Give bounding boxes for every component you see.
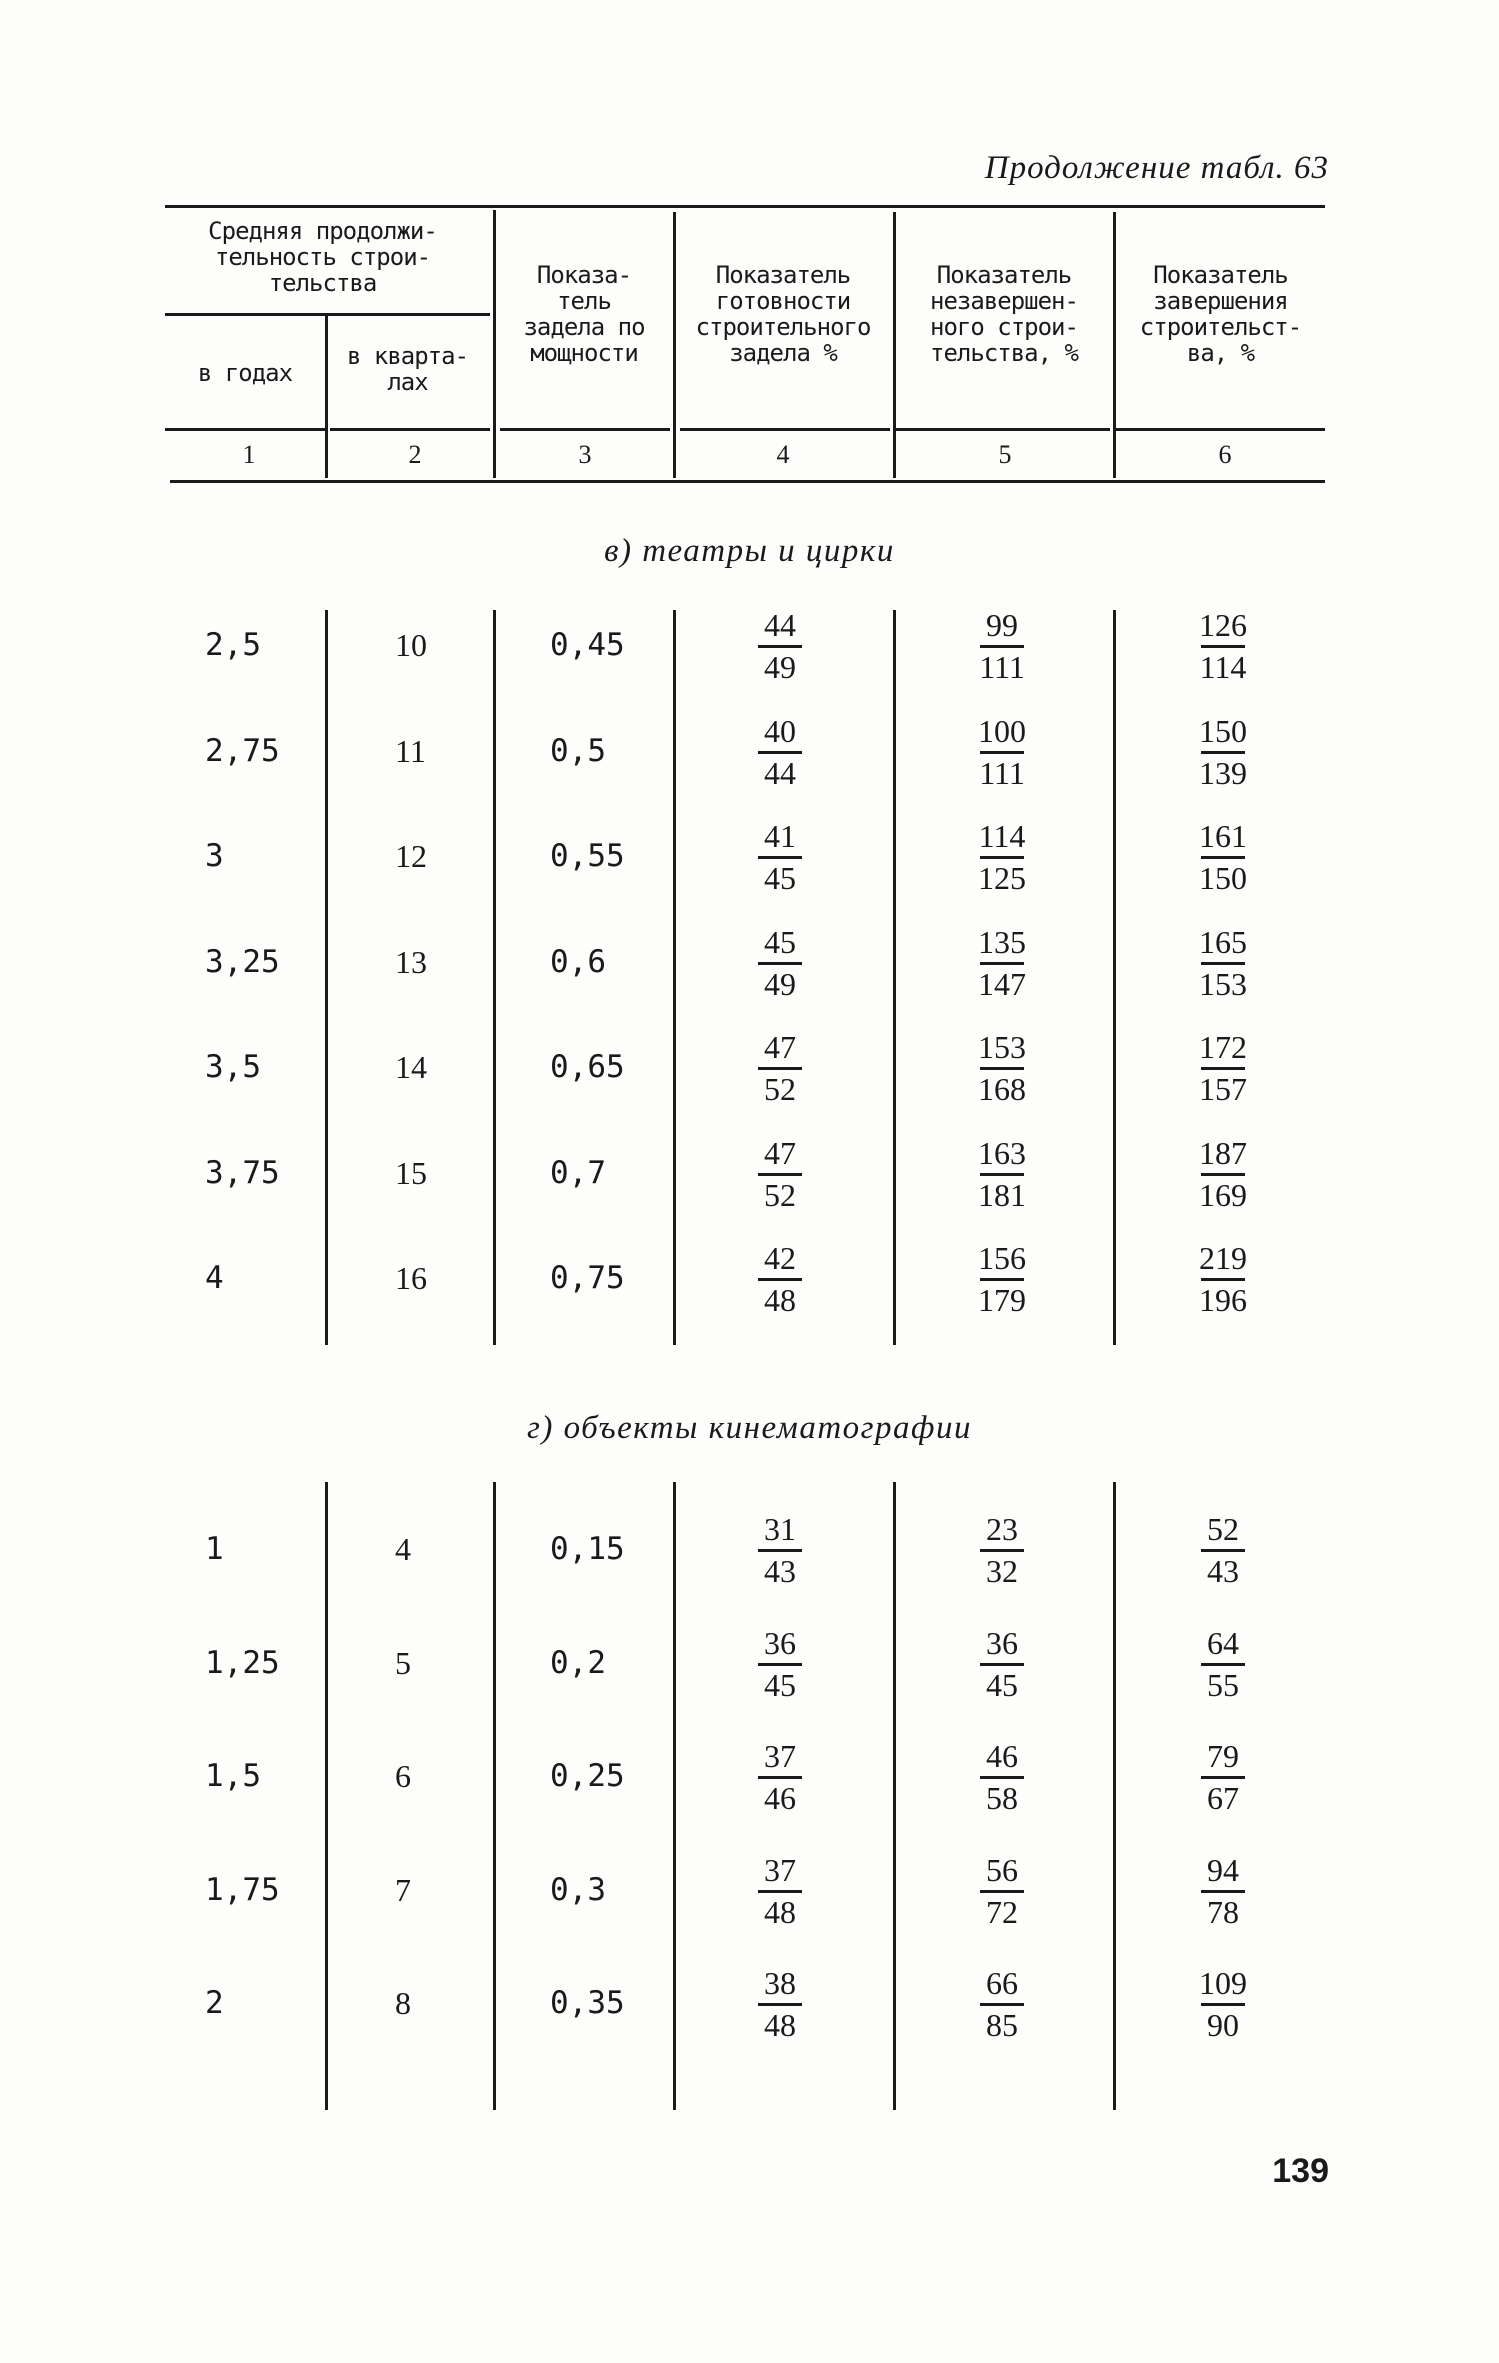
header-col-completion: Показатель завершения строительст- ва, %	[1139, 261, 1302, 367]
fraction-numerator: 47	[764, 1029, 796, 1065]
fraction-bar	[758, 1890, 802, 1893]
column-divider	[493, 610, 496, 1345]
fraction-denominator: 43	[1207, 1553, 1239, 1589]
fraction-numerator: 114	[978, 818, 1026, 854]
fraction-c5	[942, 1626, 1062, 1702]
fraction-numerator: 37	[764, 1738, 796, 1774]
fraction-c4	[720, 1853, 840, 1929]
cell-quarters: 6	[395, 1758, 411, 1794]
fraction-numerator: 109	[1199, 1965, 1247, 2001]
fraction-numerator: 46	[986, 1738, 1018, 1774]
fraction-numerator: 23	[986, 1511, 1018, 1547]
fraction-denominator: 72	[986, 1893, 1018, 1930]
fraction-denominator: 32	[986, 1553, 1018, 1589]
fraction-denominator: 67	[1207, 1780, 1239, 1816]
fraction-denominator: 46	[764, 1780, 796, 1816]
fraction-numerator: 52	[1207, 1511, 1239, 1547]
cell-quarters: 10	[395, 627, 427, 663]
header-bottom-rule	[1115, 428, 1325, 431]
fraction-bar	[758, 751, 802, 754]
fraction-c5	[942, 925, 1062, 1001]
fraction-c5	[942, 1030, 1062, 1106]
fraction-bar	[980, 856, 1024, 859]
fraction-numerator: 44	[764, 607, 796, 643]
header-col-years: в годах	[197, 359, 293, 387]
cell-reserve: 0,5	[550, 732, 606, 769]
cell-reserve: 0,3	[550, 1871, 606, 1908]
fraction-bar	[1201, 1663, 1245, 1666]
cell-reserve: 0,2	[550, 1644, 606, 1681]
fraction-c6	[1163, 1739, 1283, 1815]
fraction-bar	[1201, 856, 1245, 859]
fraction-denominator: 58	[986, 1780, 1018, 1816]
fraction-numerator: 64	[1207, 1624, 1239, 1661]
fraction-denominator: 52	[764, 1071, 796, 1107]
fraction-numerator: 45	[764, 923, 796, 960]
number-divider	[493, 430, 496, 478]
fraction-bar	[980, 2003, 1024, 2006]
cell-reserve: 0,45	[550, 627, 625, 663]
fraction-c5	[942, 1241, 1062, 1317]
fraction-numerator: 187	[1199, 1134, 1247, 1171]
fraction-bar	[1201, 1549, 1245, 1552]
fraction-numerator: 219	[1199, 1240, 1247, 1276]
cell-years: 1,75	[205, 1871, 280, 1908]
fraction-bar	[980, 1173, 1024, 1176]
fraction-numerator: 161	[1199, 818, 1247, 854]
fraction-c4	[720, 714, 840, 790]
fraction-c6	[1163, 1512, 1283, 1588]
cell-reserve: 0,6	[550, 943, 606, 980]
header-col-quarters: в кварта- лах	[346, 342, 469, 396]
fraction-bar	[758, 645, 802, 648]
fraction-denominator: 48	[764, 1282, 796, 1318]
fraction-c4	[720, 1966, 840, 2042]
fraction-denominator: 169	[1199, 1176, 1247, 1213]
column-number: 2	[408, 440, 422, 469]
cell-years: 1,5	[205, 1758, 261, 1794]
fraction-denominator: 43	[764, 1553, 796, 1589]
fraction-numerator: 135	[978, 923, 1026, 960]
cell-reserve: 0,65	[550, 1049, 625, 1085]
fraction-c5	[942, 1739, 1062, 1815]
fraction-bar	[1201, 1278, 1245, 1281]
cell-years: 3	[205, 838, 224, 874]
fraction-numerator: 172	[1199, 1029, 1247, 1065]
cell-reserve: 0,15	[550, 1531, 625, 1567]
fraction-c4	[720, 1739, 840, 1815]
fraction-c6	[1163, 1966, 1283, 2042]
fraction-c4	[720, 1512, 840, 1588]
header-bottom-rule	[680, 428, 890, 431]
fraction-bar	[758, 1776, 802, 1779]
fraction-bar	[980, 1278, 1024, 1281]
header-bottom-rule	[500, 428, 670, 431]
fraction-numerator: 56	[986, 1851, 1018, 1888]
fraction-numerator: 40	[764, 712, 796, 749]
fraction-denominator: 55	[1207, 1666, 1239, 1703]
page-number: 139	[1272, 2152, 1329, 2190]
fraction-bar	[980, 751, 1024, 754]
fraction-denominator: 139	[1199, 754, 1247, 791]
fraction-denominator: 44	[764, 754, 796, 791]
cell-quarters: 12	[395, 838, 427, 874]
column-divider	[893, 1482, 896, 2110]
number-divider	[325, 430, 328, 478]
fraction-numerator: 38	[764, 1965, 796, 2001]
fraction-bar	[1201, 1890, 1245, 1893]
cell-years: 2,75	[205, 732, 280, 769]
fraction-denominator: 111	[979, 754, 1025, 791]
fraction-bar	[758, 1067, 802, 1070]
fraction-bar	[1201, 1067, 1245, 1070]
table-caption: Продолжение табл. 63	[984, 150, 1329, 186]
cell-reserve: 0,75	[550, 1260, 625, 1296]
fraction-c4	[720, 1030, 840, 1106]
fraction-c4	[720, 1626, 840, 1702]
fraction-bar	[1201, 645, 1245, 648]
fraction-numerator: 37	[764, 1851, 796, 1888]
fraction-bar	[758, 962, 802, 965]
cell-quarters: 14	[395, 1049, 427, 1085]
fraction-c6	[1163, 1136, 1283, 1212]
fraction-c4	[720, 608, 840, 684]
fraction-c4	[720, 925, 840, 1001]
fraction-bar	[758, 856, 802, 859]
column-number: 5	[998, 440, 1012, 469]
fraction-c6	[1163, 925, 1283, 1001]
fraction-denominator: 48	[764, 1893, 796, 1930]
fraction-numerator: 94	[1207, 1851, 1239, 1888]
column-number: 6	[1218, 440, 1232, 469]
fraction-denominator: 147	[978, 965, 1026, 1002]
fraction-numerator: 163	[978, 1134, 1026, 1171]
fraction-c6	[1163, 819, 1283, 895]
header-duration-group: Средняя продолжи- тельность строи- тельства	[208, 217, 437, 297]
header-col-reserve: Показа- тель задела по мощности	[523, 261, 645, 367]
cell-quarters: 5	[395, 1644, 411, 1681]
column-divider	[893, 610, 896, 1345]
cell-years: 2	[205, 1985, 224, 2021]
fraction-numerator: 31	[764, 1511, 796, 1547]
column-divider	[325, 610, 328, 1345]
cell-reserve: 0,35	[550, 1985, 625, 2021]
number-divider	[1113, 430, 1116, 478]
cell-years: 3,75	[205, 1154, 280, 1191]
fraction-c4	[720, 1241, 840, 1317]
fraction-bar	[980, 645, 1024, 648]
cell-quarters: 4	[395, 1531, 411, 1567]
fraction-denominator: 45	[986, 1666, 1018, 1703]
fraction-denominator: 181	[978, 1176, 1026, 1213]
fraction-denominator: 125	[978, 860, 1026, 896]
fraction-bar	[758, 1173, 802, 1176]
fraction-bar	[980, 1890, 1024, 1893]
fraction-numerator: 153	[978, 1029, 1026, 1065]
fraction-denominator: 196	[1199, 1282, 1247, 1318]
fraction-numerator: 99	[986, 607, 1018, 643]
fraction-c5	[942, 1512, 1062, 1588]
fraction-bar	[980, 1663, 1024, 1666]
fraction-c5	[942, 1136, 1062, 1212]
fraction-bar	[1201, 751, 1245, 754]
fraction-numerator: 47	[764, 1134, 796, 1171]
fraction-c4	[720, 819, 840, 895]
fraction-numerator: 150	[1199, 712, 1247, 749]
fraction-c5	[942, 714, 1062, 790]
fraction-bar	[1201, 1173, 1245, 1176]
section-title: г) объекты кинематографии	[527, 1410, 972, 1446]
cell-quarters: 8	[395, 1985, 411, 2021]
section-title: в) театры и цирки	[604, 533, 895, 569]
fraction-numerator: 156	[978, 1240, 1026, 1276]
fraction-bar	[758, 1663, 802, 1666]
fraction-c6	[1163, 714, 1283, 790]
fraction-bar	[980, 1776, 1024, 1779]
fraction-denominator: 90	[1207, 2007, 1239, 2043]
fraction-c5	[942, 608, 1062, 684]
fraction-denominator: 153	[1199, 965, 1247, 1002]
cell-reserve: 0,55	[550, 838, 625, 874]
cell-quarters: 7	[395, 1871, 411, 1908]
fraction-numerator: 36	[764, 1624, 796, 1661]
header-bottom-rule	[165, 428, 325, 431]
cell-years: 1,25	[205, 1644, 280, 1681]
cell-quarters: 15	[395, 1154, 427, 1191]
fraction-denominator: 49	[764, 965, 796, 1002]
fraction-denominator: 52	[764, 1176, 796, 1213]
cell-years: 4	[205, 1260, 224, 1296]
fraction-c4	[720, 1136, 840, 1212]
fraction-denominator: 45	[764, 1666, 796, 1703]
fraction-numerator: 36	[986, 1624, 1018, 1661]
column-divider	[325, 1482, 328, 2110]
column-number: 3	[578, 440, 592, 469]
fraction-denominator: 48	[764, 2007, 796, 2043]
cell-years: 3,25	[205, 943, 280, 980]
fraction-c5	[942, 1966, 1062, 2042]
cell-years: 2,5	[205, 627, 261, 663]
header-bottom-rule	[330, 428, 490, 431]
fraction-c6	[1163, 1853, 1283, 1929]
fraction-numerator: 100	[978, 712, 1026, 749]
column-divider	[493, 1482, 496, 2110]
number-divider	[673, 430, 676, 478]
fraction-denominator: 150	[1199, 860, 1247, 896]
header-top-rule	[165, 205, 1325, 208]
fraction-c6	[1163, 1241, 1283, 1317]
fraction-bar	[1201, 2003, 1245, 2006]
fraction-denominator: 168	[978, 1071, 1026, 1107]
cell-quarters: 16	[395, 1260, 427, 1296]
fraction-c6	[1163, 1030, 1283, 1106]
column-divider	[673, 1482, 676, 2110]
fraction-bar	[1201, 962, 1245, 965]
column-numbers-rule	[170, 480, 1325, 483]
fraction-bar	[758, 2003, 802, 2006]
fraction-c6	[1163, 1626, 1283, 1702]
fraction-denominator: 111	[979, 649, 1025, 685]
fraction-numerator: 79	[1207, 1738, 1239, 1774]
column-divider	[1113, 610, 1116, 1345]
column-number: 1	[242, 440, 256, 469]
fraction-numerator: 41	[764, 818, 796, 854]
cell-reserve: 0,7	[550, 1154, 606, 1191]
fraction-c5	[942, 819, 1062, 895]
fraction-denominator: 157	[1199, 1071, 1247, 1107]
fraction-denominator: 114	[1199, 649, 1247, 685]
fraction-bar	[758, 1549, 802, 1552]
cell-reserve: 0,25	[550, 1758, 625, 1794]
column-number: 4	[776, 440, 790, 469]
cell-years: 1	[205, 1531, 224, 1567]
fraction-bar	[1201, 1776, 1245, 1779]
cell-quarters: 13	[395, 943, 427, 980]
column-divider	[673, 610, 676, 1345]
cell-quarters: 11	[395, 732, 426, 769]
header-bottom-rule	[895, 428, 1110, 431]
fraction-c5	[942, 1853, 1062, 1929]
header-col-readiness: Показатель готовности строительного задела %	[695, 261, 871, 367]
fraction-numerator: 126	[1199, 607, 1247, 643]
fraction-bar	[980, 1067, 1024, 1070]
header-col-unfinished: Показатель незавершен- ного строи- тельства, %	[930, 261, 1078, 367]
cell-years: 3,5	[205, 1049, 261, 1085]
fraction-denominator: 179	[978, 1282, 1026, 1318]
number-divider	[893, 430, 896, 478]
fraction-denominator: 85	[986, 2007, 1018, 2043]
fraction-denominator: 49	[764, 649, 796, 685]
fraction-numerator: 42	[764, 1240, 796, 1276]
fraction-denominator: 78	[1207, 1893, 1239, 1930]
column-divider	[1113, 1482, 1116, 2110]
fraction-numerator: 165	[1199, 923, 1247, 960]
fraction-bar	[980, 962, 1024, 965]
fraction-numerator: 66	[986, 1965, 1018, 2001]
fraction-bar	[758, 1278, 802, 1281]
fraction-c6	[1163, 608, 1283, 684]
fraction-denominator: 45	[764, 860, 796, 896]
fraction-bar	[980, 1549, 1024, 1552]
